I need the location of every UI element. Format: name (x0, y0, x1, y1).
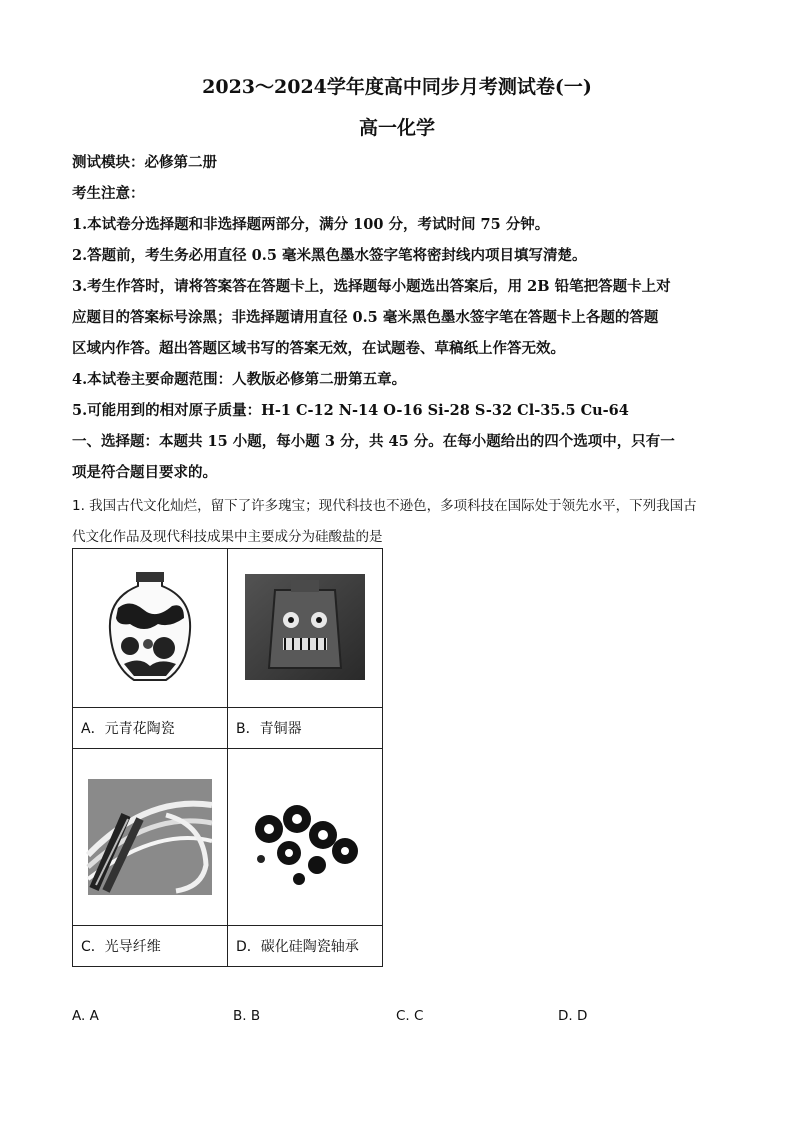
notice-item: 4.本试卷主要命题范围：人教版必修第二册第五章。 (72, 371, 407, 388)
notice-item: 区域内作答。超出答题区域书写的答案无效，在试题卷、草稿纸上作答无效。 (72, 340, 565, 357)
question-1-image-table (72, 548, 383, 967)
test-module: 测试模块：必修第二册 (72, 154, 217, 171)
option-c-caption: C．光导纤维 (73, 926, 228, 967)
choice-a[interactable]: A. A (72, 1008, 99, 1024)
choice-b[interactable]: B. B (233, 1008, 261, 1024)
notice-item: 3.考生作答时，请将答案答在答题卡上，选择题每小题选出答案后，用 2B 铅笔把答题卡上对 (72, 278, 671, 295)
choice-d[interactable]: D. D (558, 1008, 588, 1024)
bronze-ware-image (241, 568, 369, 688)
option-c-image-cell (73, 749, 228, 926)
section-heading: 一、选择题：本题共 15 小题，每小题 3 分，共 45 分。在每小题给出的四个选项中，只有一 (72, 433, 675, 450)
option-a-image-cell (73, 549, 228, 708)
option-d-caption: D．碳化硅陶瓷轴承 (228, 926, 383, 967)
optical-fiber-image (86, 775, 214, 899)
exam-title: 2023～2024学年度高中同步月考测试卷(一) (202, 76, 592, 98)
notice-item: 应题目的答案标号涂黑；非选择题请用直径 0.5 毫米黑色墨水签字笔在答题卡上各题的答题 (72, 309, 659, 326)
notice-heading: 考生注意： (72, 185, 145, 202)
silicon-carbide-bearing-image (241, 775, 369, 899)
option-a-caption: A．元青花陶瓷 (73, 708, 228, 749)
notice-item: 2.答题前，考生务必用直径 0.5 毫米黑色墨水签字笔将密封线内项目填写清楚。 (72, 247, 587, 264)
question-1-stem-cont: 代文化作品及现代科技成果中主要成分为硅酸盐的是 (72, 529, 383, 545)
option-b-image-cell (228, 549, 383, 708)
question-1-stem: 1. 我国古代文化灿烂，留下了许多瑰宝；现代科技也不逊色，多项科技在国际处于领先水平，下列我国古 (72, 498, 697, 514)
notice-item: 1.本试卷分选择题和非选择题两部分，满分 100 分，考试时间 75 分钟。 (72, 216, 550, 233)
porcelain-vase-image (100, 568, 200, 688)
option-d-image-cell (228, 749, 383, 926)
option-b-caption: B．青铜器 (228, 708, 383, 749)
choice-c[interactable]: C. C (396, 1008, 424, 1024)
exam-subject: 高一化学 (358, 117, 435, 139)
notice-item: 5.可能用到的相对原子质量：H-1 C-12 N-14 O-16 Si-28 S-32 Cl-35.5 Cu-64 (72, 402, 629, 419)
section-heading-cont: 项是符合题目要求的。 (72, 464, 217, 481)
